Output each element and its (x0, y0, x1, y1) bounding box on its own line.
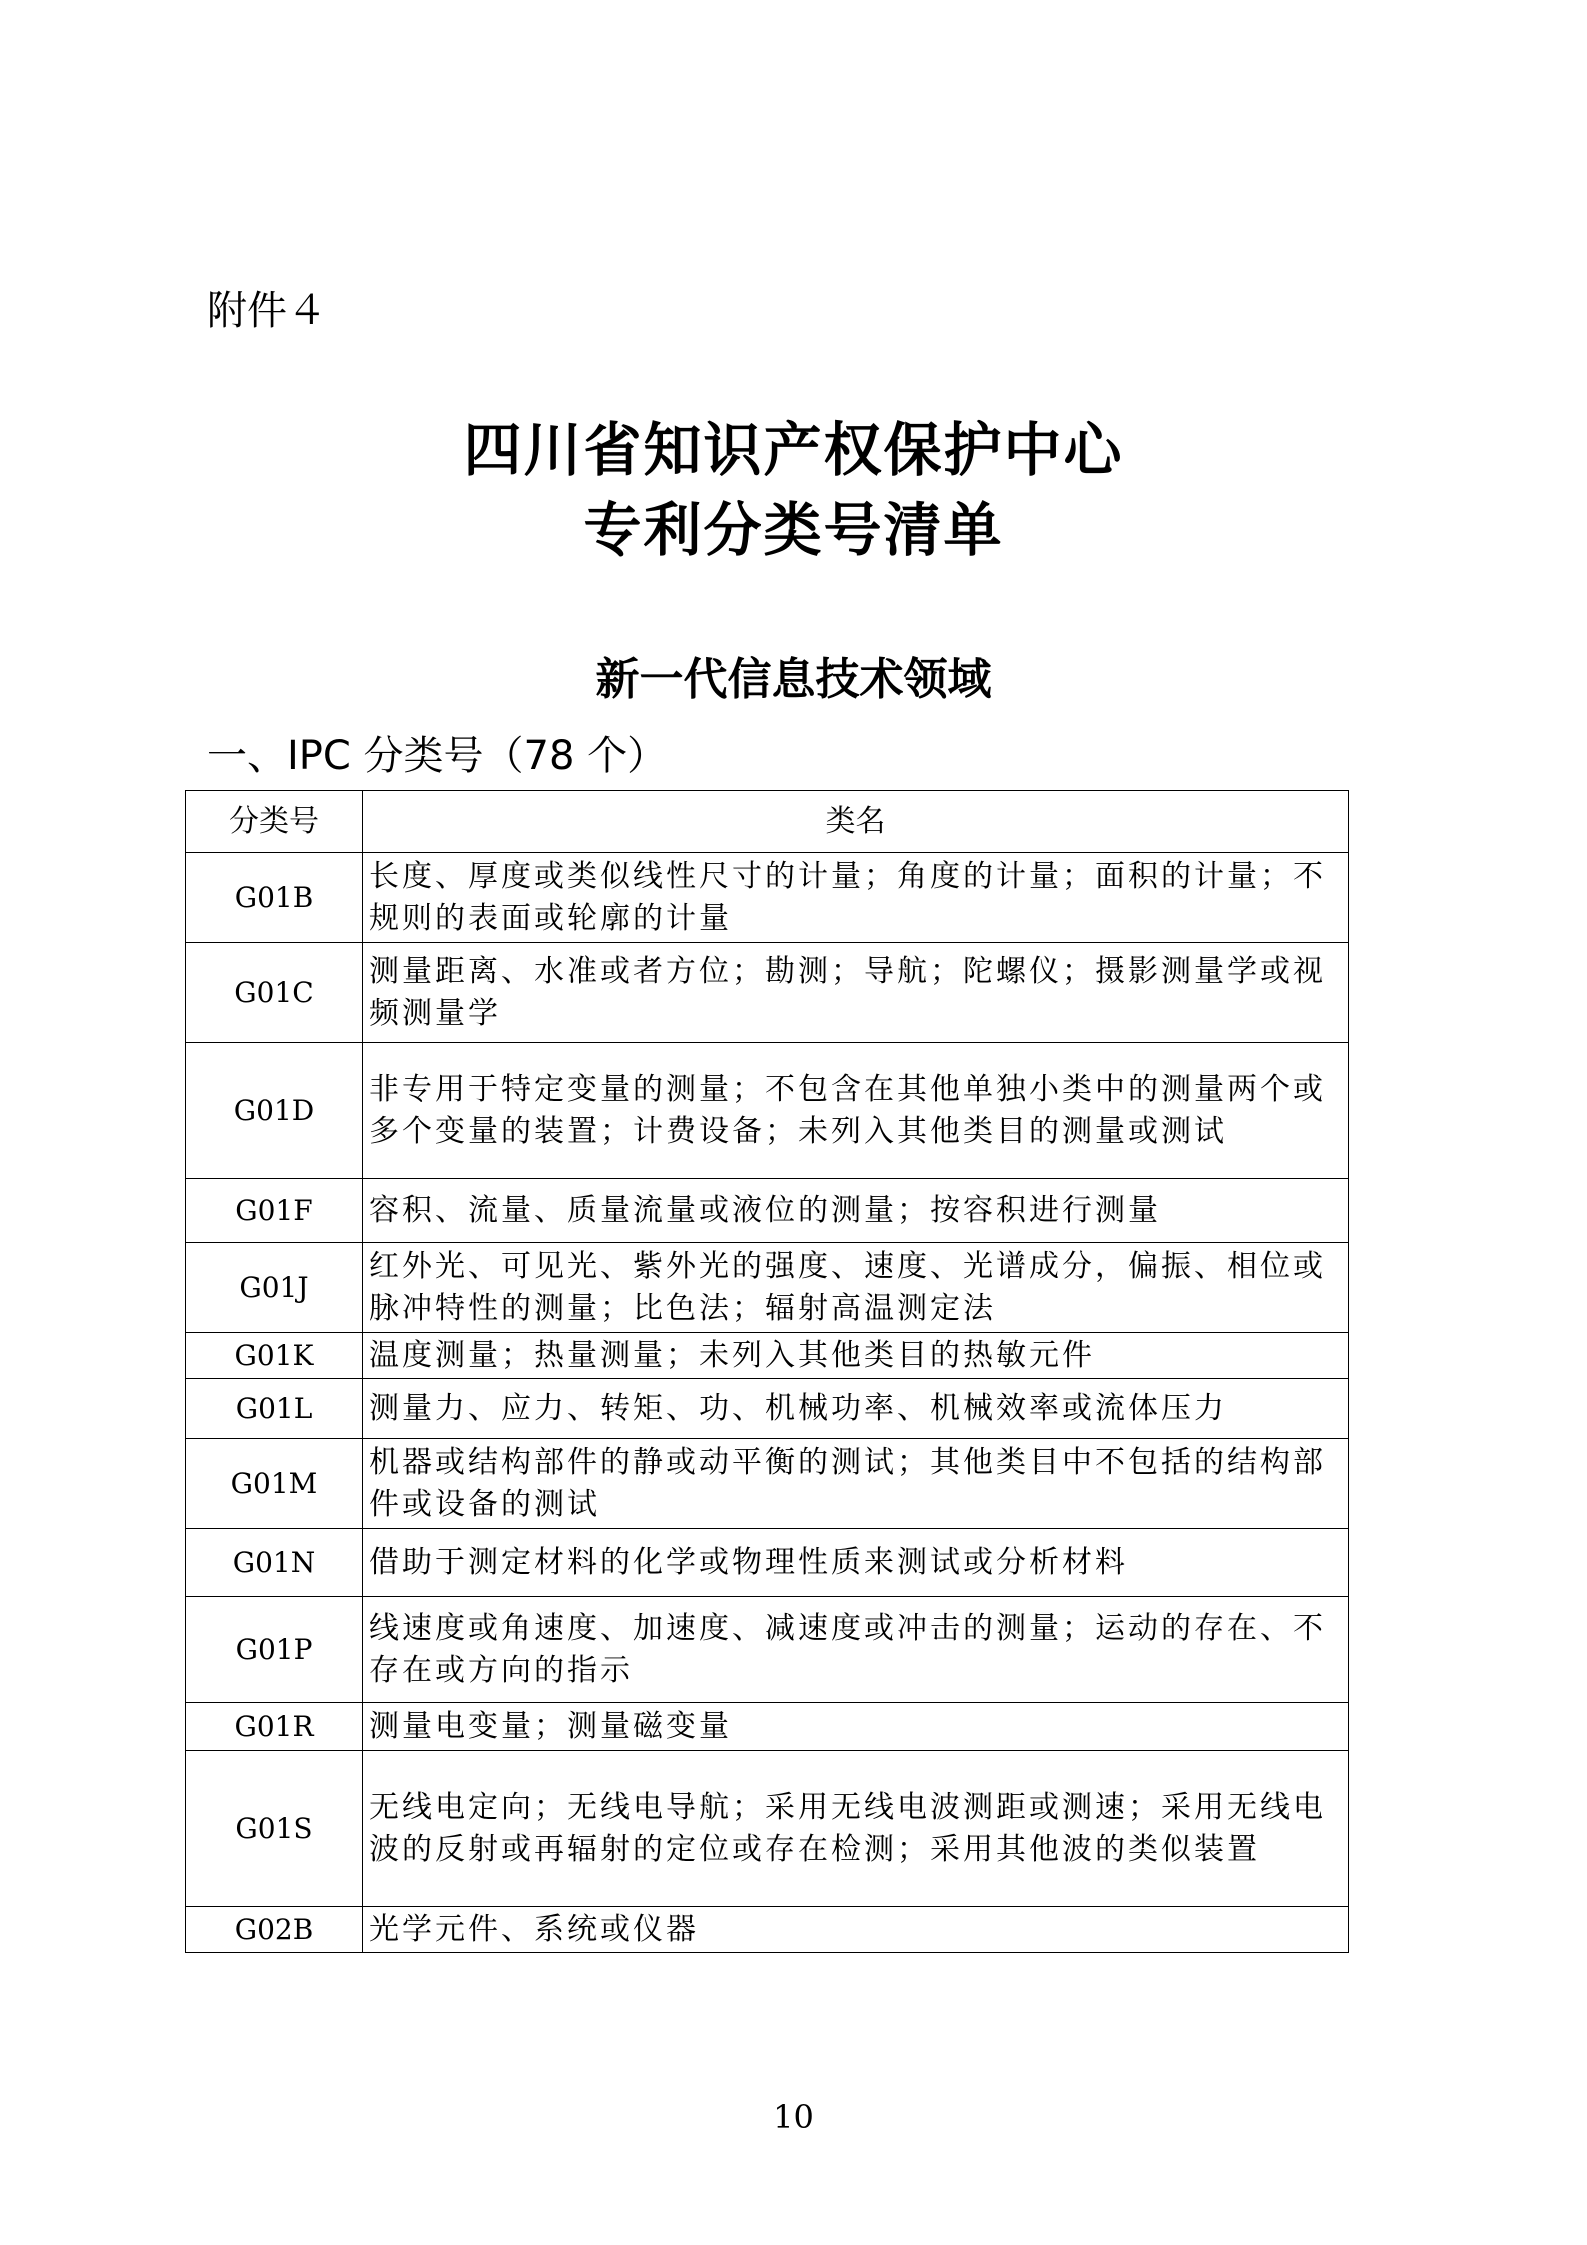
ipc-classification-table (185, 790, 1349, 1953)
row-name: 红外光、可见光、紫外光的强度、速度、光谱成分，偏振、相位或脉冲特性的测量；比色法；辐射高温测定法 (363, 1243, 1349, 1333)
table-header-row (186, 791, 1349, 853)
row-code: G01L (186, 1379, 363, 1439)
row-name: 光学元件、系统或仪器 (363, 1907, 1349, 1953)
table-row (186, 853, 1349, 943)
table-row (186, 1333, 1349, 1379)
table-row (186, 1379, 1349, 1439)
table-row (186, 1179, 1349, 1243)
row-code: G01N (186, 1529, 363, 1597)
table-row (186, 943, 1349, 1043)
row-code: G01K (186, 1333, 363, 1379)
row-code: G01D (186, 1043, 363, 1179)
row-code: G01J (186, 1243, 363, 1333)
table-row (186, 1751, 1349, 1907)
row-name: 无线电定向；无线电导航；采用无线电波测距或测速；采用无线电波的反射或再辐射的定位或存在检测；采用其他波的类似装置 (363, 1751, 1349, 1907)
table-row (186, 1529, 1349, 1597)
page-number: 10 (773, 2098, 814, 2136)
table-row (186, 1703, 1349, 1751)
attachment-label: 附件４ (207, 288, 327, 334)
table-row (186, 1907, 1349, 1953)
document-title-line2: 专利分类号清单 (583, 496, 1004, 564)
row-name: 长度、厚度或类似线性尺寸的计量；角度的计量；面积的计量；不规则的表面或轮廓的计量 (363, 853, 1349, 943)
domain-heading: 新一代信息技术领域 (595, 654, 992, 705)
row-code: G01F (186, 1179, 363, 1243)
section-heading: 一、IPC 分类号（78 个） (207, 733, 668, 779)
row-name: 线速度或角速度、加速度、减速度或冲击的测量；运动的存在、不存在或方向的指示 (363, 1597, 1349, 1703)
row-code: G01B (186, 853, 363, 943)
header-name: 类名 (363, 791, 1349, 853)
table-row (186, 1243, 1349, 1333)
row-name: 机器或结构部件的静或动平衡的测试；其他类目中不包括的结构部件或设备的测试 (363, 1439, 1349, 1529)
row-code: G01S (186, 1751, 363, 1907)
row-code: G01R (186, 1703, 363, 1751)
row-name: 非专用于特定变量的测量；不包含在其他单独小类中的测量两个或多个变量的装置；计费设备；未列入其他类目的测量或测试 (363, 1043, 1349, 1179)
header-code: 分类号 (186, 791, 363, 853)
table-row (186, 1597, 1349, 1703)
row-name: 测量电变量；测量磁变量 (363, 1703, 1349, 1751)
row-code: G01C (186, 943, 363, 1043)
row-name: 测量距离、水准或者方位；勘测；导航；陀螺仪；摄影测量学或视频测量学 (363, 943, 1349, 1043)
row-code: G01M (186, 1439, 363, 1529)
document-title-line1: 四川省知识产权保护中心 (463, 416, 1124, 484)
row-name: 测量力、应力、转矩、功、机械功率、机械效率或流体压力 (363, 1379, 1349, 1439)
row-code: G02B (186, 1907, 363, 1953)
row-name: 温度测量；热量测量；未列入其他类目的热敏元件 (363, 1333, 1349, 1379)
table-row (186, 1439, 1349, 1529)
table-row (186, 1043, 1349, 1179)
row-name: 借助于测定材料的化学或物理性质来测试或分析材料 (363, 1529, 1349, 1597)
row-name: 容积、流量、质量流量或液位的测量；按容积进行测量 (363, 1179, 1349, 1243)
row-code: G01P (186, 1597, 363, 1703)
